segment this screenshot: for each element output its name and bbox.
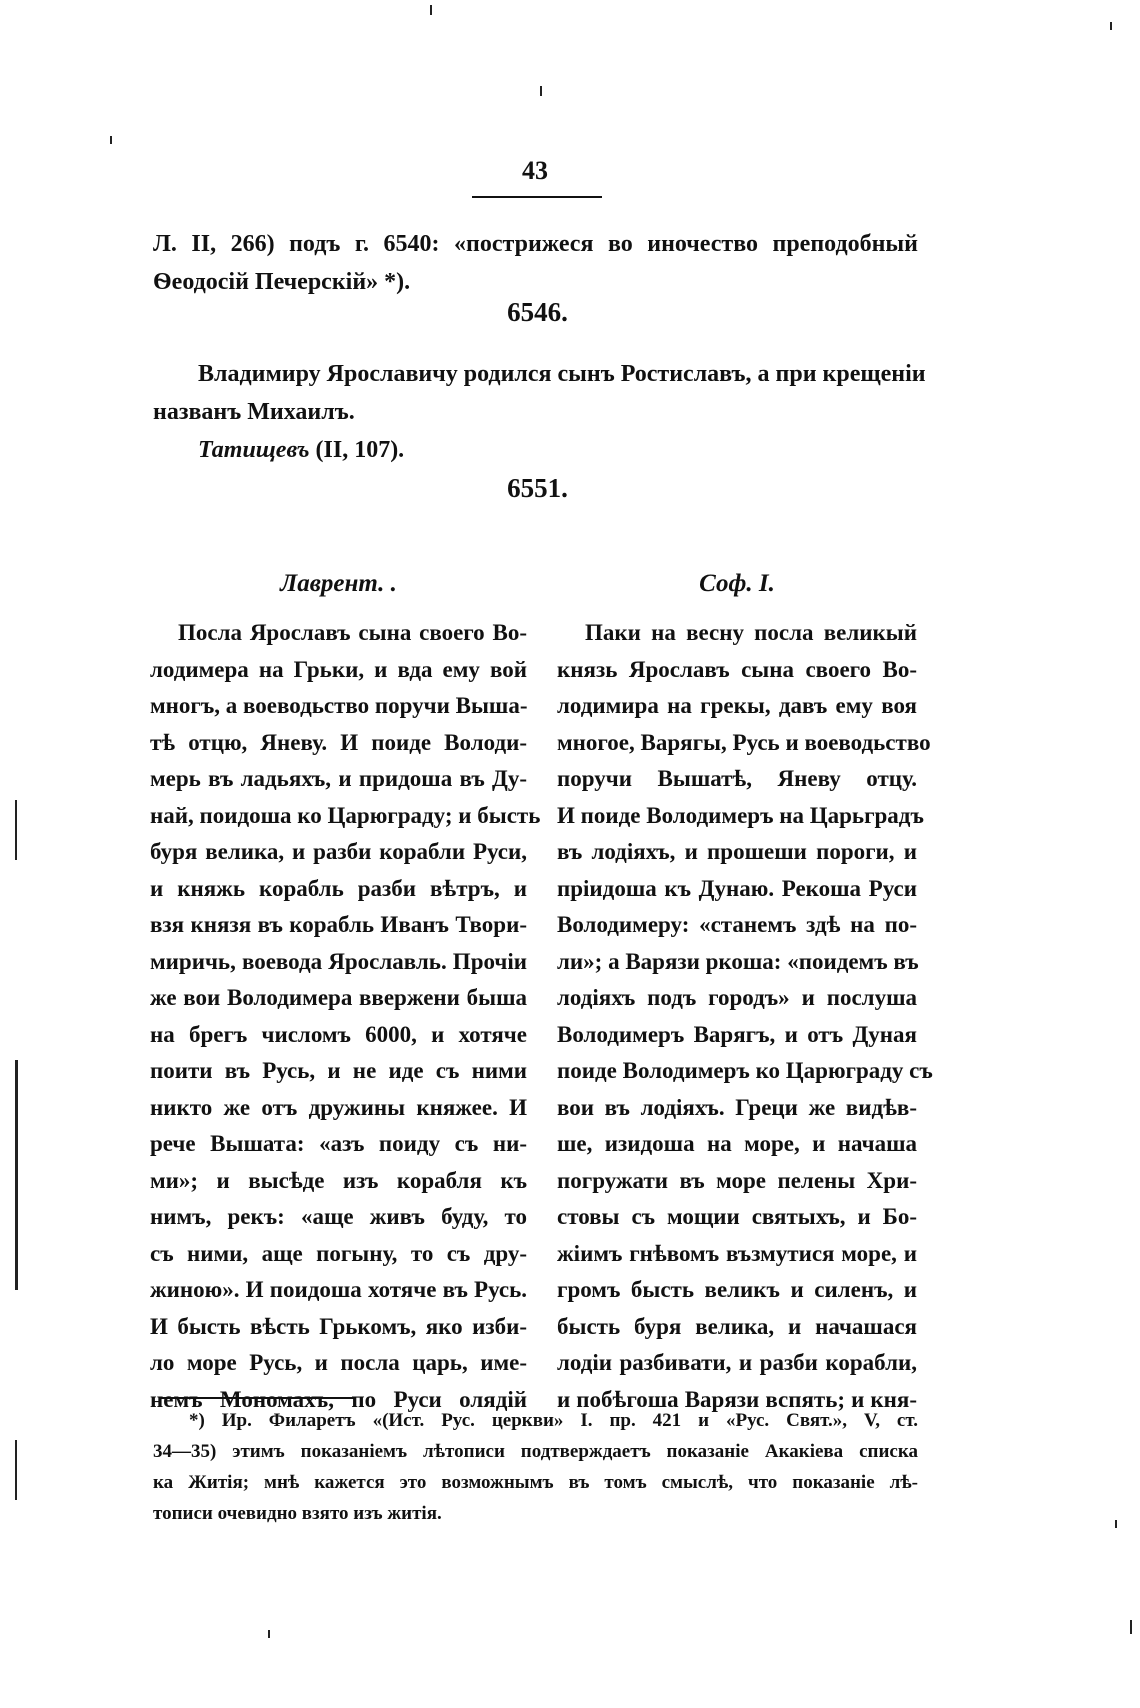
footnote <box>153 1405 918 1529</box>
left-column-line: взя князя въ корабль Иванъ Твори- <box>150 912 527 937</box>
right-column-line: лодіяхъ подъ городъ» и послуша <box>557 985 917 1010</box>
source-ref: (II, 107). <box>315 437 405 463</box>
entry-6546-source <box>153 431 918 469</box>
right-column-line: жіимъ гнѣвомъ възмутися море, и <box>557 1240 917 1266</box>
left-column-line: съ ними, аще погыну, то съ дру- <box>150 1240 527 1266</box>
left-column-heading: Лаврент. . <box>280 570 397 597</box>
left-column-line: миричь, воевода Ярославль. Прочіи <box>150 948 527 974</box>
right-column-line: въ лодіяхъ, и прошеши пороги, и <box>557 839 917 864</box>
scan-speck <box>110 136 112 144</box>
year-heading-6551: 6551. <box>507 473 568 503</box>
footnote-rule <box>160 1397 355 1399</box>
scan-speck <box>268 1630 270 1638</box>
left-column-line: ло море Русь, и посла царь, име- <box>150 1350 527 1375</box>
right-column-line: Володимеръ Варягъ, и отъ Дуная <box>557 1021 917 1047</box>
left-column-line: жиною». И поидоша хотяче въ Русь. <box>150 1277 527 1302</box>
scan-speck <box>540 86 542 96</box>
left-column-line: немъ Мономахъ, по Руси олядій <box>150 1386 527 1412</box>
right-column-line: бысть буря велика, и начашася <box>557 1313 917 1339</box>
margin-mark <box>15 800 17 860</box>
left-column-line: никто же отъ дружины княжее. И <box>150 1094 527 1120</box>
right-column-text <box>557 615 933 1418</box>
footnote-line: ка Житія; мнѣ кажется это возможнымъ въ томъ смыслѣ, что показаніе лѣ- <box>153 1472 918 1493</box>
entry-6546-line: названъ Михаилъ. <box>153 399 355 425</box>
footnote-line: *) Ир. Филаретъ «(Ист. Рус. церкви» I. пр. 421 и «Рус. Свят.», V, ст. <box>189 1410 918 1431</box>
left-column-line: тѣ отцю, Яневу. И поиде Володи- <box>150 729 527 755</box>
left-column-line: многъ, а воеводьство поручи Выша- <box>150 693 528 718</box>
year-heading-6546: 6546. <box>507 297 568 327</box>
right-column-line: многое, Варягы, Русь и воеводьство <box>557 729 931 755</box>
right-column-line: поиде Володимеръ ко Царюграду съ <box>557 1058 933 1083</box>
scan-speck <box>1110 22 1112 30</box>
right-column-line: громъ бысть великъ и силенъ, и <box>557 1277 917 1302</box>
right-column-line: пріидоша къ Дунаю. Рекоша Руси <box>557 875 917 901</box>
footnote-line: 34—35) этимъ показаніемъ лѣтописи подтверждаетъ показаніе Акакіева списка <box>153 1441 918 1462</box>
left-column-line: най, поидоша ко Царюграду; и бысть <box>150 802 541 828</box>
right-column-line: поручи Вышатѣ, Яневу отцу. <box>557 766 917 791</box>
left-column-line: лодимера на Грьки, и вда ему вой <box>150 656 527 682</box>
right-column-line: погружати въ море пелены Хри- <box>557 1167 917 1193</box>
page-number: 43 <box>522 156 548 185</box>
left-column-line: буря велика, и разби корабли Руси, <box>150 839 527 864</box>
source-author: Татищевъ <box>198 437 310 463</box>
continuation-line: Л. II, 266) подъ г. 6540: «пострижеся во иночество преподобный <box>153 231 918 257</box>
left-column-line: на брегъ числомъ 6000, и хотяче <box>150 1021 527 1047</box>
entry-6546-text <box>153 355 926 469</box>
right-column-line: Паки на весну посла великый <box>585 620 917 645</box>
left-column-text <box>150 615 541 1418</box>
page-number-rule <box>472 196 602 198</box>
left-column-line: поити въ Русь, и не иде съ ними <box>150 1058 527 1083</box>
right-column-line: стовы съ мощии святыхъ, и Бо- <box>557 1204 917 1229</box>
left-column-line: И бысть вѣсть Грькомъ, яко изби- <box>150 1313 527 1339</box>
continuation-text <box>153 225 918 301</box>
right-column-line: вои въ лодіяхъ. Греци же видѣв- <box>557 1094 917 1120</box>
scan-speck <box>430 5 432 15</box>
right-column-line: Володимеру: «станемъ здѣ на по- <box>557 912 917 937</box>
left-column-line: же вои Володимера ввержени быша <box>150 985 527 1010</box>
left-column-line: нимъ, рекъ: «аще живъ буду, то <box>150 1204 527 1229</box>
right-column-line: лодимира на грекы, давъ ему воя <box>557 693 917 718</box>
left-column-line: Посла Ярославъ сына своего Во- <box>178 620 527 645</box>
left-column-line: ми»; и высѣде изъ корабля къ <box>150 1167 527 1193</box>
left-column-line: мерь въ ладьяхъ, и придоша въ Ду- <box>150 766 527 791</box>
margin-mark <box>15 1060 18 1290</box>
right-column-line: И поиде Володимеръ на Царьградъ <box>557 802 924 828</box>
right-column-line: и побѣгоша Варязи вспять; и кня- <box>557 1386 917 1412</box>
scan-speck <box>1115 1520 1117 1528</box>
right-column-line: лодіи разбивати, и разби корабли, <box>557 1350 917 1375</box>
right-column-heading: Соф. I. <box>699 570 775 597</box>
left-column-line: рече Вышата: «азъ поиду съ ни- <box>150 1131 527 1156</box>
right-column-line: ли»; а Варязи ркоша: «поидемъ въ <box>557 948 919 974</box>
margin-mark <box>15 1440 17 1500</box>
continuation-line: Ѳеодосій Печерскій» *). <box>153 269 411 295</box>
scan-speck <box>1130 1620 1132 1634</box>
right-column-line: князь Ярославъ сына своего Во- <box>557 656 917 682</box>
right-column-line: ше, изидоша на море, и начаша <box>557 1131 917 1156</box>
entry-6546-line: Владимиру Ярославичу родился сынъ Ростиславъ, а при крещеніи <box>198 361 926 387</box>
left-column-line: и княжь корабль разби вѣтръ, и <box>150 875 527 901</box>
footnote-line: тописи очевидно взято изъ житія. <box>153 1503 442 1524</box>
